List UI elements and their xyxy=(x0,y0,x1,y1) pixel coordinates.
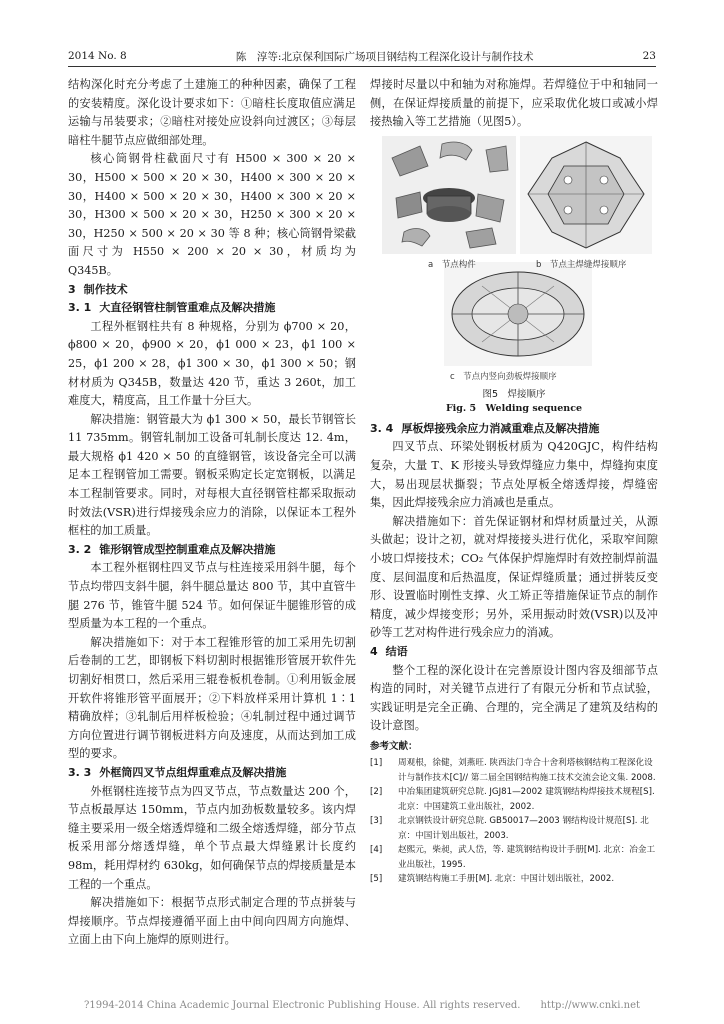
page-number: 23 xyxy=(642,50,656,62)
header-rule xyxy=(68,66,656,67)
right-column xyxy=(370,76,658,887)
reference-number: [2] xyxy=(370,787,383,798)
stiffener-weld-sequence-diagram xyxy=(444,262,592,366)
paragraph: 结构深化时充分考虑了土建施工的种种因素，确保了工程的安装精度。深化设计要求如下：①暗柱长度取值应满足运输与吊装要求；②暗柱对接处应设斜向过渡区；③每层暗柱牛腿节点应做细部处理。 xyxy=(68,78,356,147)
section-number: 4 xyxy=(370,644,378,658)
reference-number: [5] xyxy=(370,874,383,885)
running-title: 陈 淳等:北京保利国际广场项目钢结构工程深化设计与制作技术 xyxy=(235,50,534,63)
subfigure-caption-a: a 节点构件 xyxy=(428,259,476,270)
reference-number: [4] xyxy=(370,845,383,856)
section-number: 3. 1 xyxy=(68,301,92,315)
paragraph: 解决措施：钢管最大为 ϕ1 300 × 50，最长节钢管长 11 735mm。钢管轧制加工设备可轧制长度达 12. 4m，最大规格 ϕ1 420 × 50 的直缝钢管，该设备完全可以满足本工程钢管加工需要。钢板采购定长定宽钢板，以满足本工程制管要求。同时，对每根大直径钢管柱都采取振动时效法(VSR)进行焊接残余应力的消除，以保证本工程外框柱的加工质量。 xyxy=(68,412,356,538)
left-column xyxy=(68,76,356,950)
journal-issue: 2014 No. 8 xyxy=(68,50,127,62)
section-heading xyxy=(68,281,356,300)
paragraph: 解决措施如下：首先保证钢材和焊材质量过关，从源头做起；设计之初，就对焊接接头进行优化，采取窄间隙小坡口焊接技术；CO₂ 气体保护焊施焊时有效控制焊前温度、层间温度和后热温度，保证焊缝质量；通过拼装反变形、设置临时刚性支撑、火工矫正等措施保证节点的制作精度，减少焊接变形；另外，采用振动时效(VSR)以及冲砂等工艺对构件进行残余应力的消减。 xyxy=(370,514,658,640)
subsection-heading xyxy=(68,541,356,560)
reference-item xyxy=(370,872,658,887)
subsection-heading xyxy=(370,420,658,439)
reference-text: 中冶集团建筑研究总院. JGJ81—2002 建筑钢结构焊接技术规程[S]. 北京：中国建筑工业出版社，2002. xyxy=(398,787,655,812)
reference-number: [1] xyxy=(370,758,383,769)
reference-item xyxy=(370,785,658,814)
paragraph: 本工程外框钢柱四叉节点与柱连接采用斜牛腿，每个节点均带四支斜牛腿，斜牛腿总量达 800 节，其中直管牛腿 276 节，锥管牛腿 524 节。如何保证牛腿锥形管的成型质量为本工程的一个重点。 xyxy=(68,561,356,631)
copyright-footer: ?1994-2014 China Academic Journal Electronic Publishing House. All rights reserved. http://www.cnki.net xyxy=(83,1000,640,1011)
section-title: 制作技术 xyxy=(83,282,128,296)
page-header xyxy=(68,48,656,64)
subfigure-caption-c: c 节点内竖向劲板焊接顺序 xyxy=(450,371,557,382)
reference-text: 周观根，徐健，刘燕旺. 陕西法门寺合十舍利塔核钢结构工程深化设计与制作技术[C]// 第二届全国钢结构施工技术交流会论文集. 2008. xyxy=(398,758,656,783)
section-number: 3. 3 xyxy=(68,765,92,779)
paragraph: 工程外框钢柱共有 8 种规格，分别为 ϕ700 × 20，ϕ800 × 20，ϕ900 × 20，ϕ1 000 × 23，ϕ1 100 × 25，ϕ1 200 × 28，ϕ1 300 × 30，ϕ1 300 × 50；钢材材质为 Q345B，数量达 420 节，重达 3 260t，加工难度大，精度高，且工作量十分巨大。 xyxy=(68,319,356,408)
paragraph: 四叉节点、环梁处钢板材质为 Q420GJC，构件结构复杂，大量 T、K 形接头导致焊缝应力集中，焊缝拘束度大，易出现层状撕裂；节点处厚板全熔透焊接，焊缝密集，因此焊接残余应力消减也是重点。 xyxy=(370,440,658,510)
references-title: 参考文献： xyxy=(370,740,418,752)
reference-item xyxy=(370,814,658,843)
node-component-illustration xyxy=(382,136,516,254)
main-weld-sequence-diagram xyxy=(520,136,652,254)
node-component-photo xyxy=(382,136,516,254)
reference-text: 北京钢铁设计研究总院. GB50017—2003 钢结构设计规范[S]. 北京：中国计划出版社，2003. xyxy=(398,816,649,841)
reference-number: [3] xyxy=(370,816,383,827)
section-title: 锥形钢管成型控制重难点及解决措施 xyxy=(99,542,276,556)
figure-5 xyxy=(370,136,658,416)
paragraph: 外框钢柱连接节点为四叉节点，节点数量达 200 个，节点板最厚达 150mm，节点内加劲板数量较多。该内焊缝主要采用一级全熔透焊缝和二级全熔透焊缝，部分节点板采用部分熔透焊缝，单个节点最大焊缝累计长度约 98m，耗用焊材约 630kg，如何确保节点的焊接质量是本工程的一个重点。 xyxy=(68,784,356,891)
figure-caption-en: Fig. 5 Welding sequence xyxy=(445,402,583,414)
paragraph: 核心筒钢骨柱截面尺寸有 H500 × 300 × 20 × 30，H500 × 500 × 20 × 30，H400 × 300 × 20 × 30，H400 × 500 × 20 × 30，H400 × 300 × 20 × 30，H300 × 500 × 20 × 30，H250 × 300 × 20 × 30，H250 × 500 × 20 × 30 等 8 种；核心筒钢骨梁截面尺寸为 H550 × 200 × 20 × 30，材质均为 Q345B。 xyxy=(68,152,356,277)
paragraph: 解决措施如下：对于本工程锥形管的加工采用先切割后卷制的工艺，即钢板下料切割时根据锥形管展开软件先切割好相贯口，然后采用三辊卷板机卷制。①利用钣金展开软件将锥形管平面展开；②下料放样采用计算机 1∶1 精确放样；③轧制后用样板检验；④轧制过程中通过调节方向位置进行调节钢板进料方向及速度，从而达到加工成型的要求。 xyxy=(68,635,356,761)
paragraph: 解决措施如下：根据节点形式制定合理的节点拼装与焊接顺序。节点焊接遵循平面上由中间向四周方向施焊、立面上由下向上施焊的原则进行。 xyxy=(68,896,356,947)
paragraph: 整个工程的深化设计在完善原设计图内容及细部节点构造的同时，对关键节点进行了有限元分析和节点试验，实践证明是完全正确、合理的，完全满足了建筑及结构的设计意图。 xyxy=(370,663,658,733)
section-title: 厚板焊接残余应力消减重难点及解决措施 xyxy=(401,421,600,435)
subsection-heading xyxy=(68,764,356,783)
main-weld-sequence-illustration xyxy=(520,136,652,254)
section-heading xyxy=(370,643,658,662)
section-title: 外框筒四叉节点组焊重难点及解决措施 xyxy=(99,765,287,779)
reference-text: 赵熙元，柴昶，武人岱，等. 建筑钢结构设计手册[M]. 北京：冶金工业出版社，1995. xyxy=(398,845,656,870)
section-title: 结语 xyxy=(385,644,408,658)
section-number: 3. 2 xyxy=(68,542,92,556)
section-number: 3. 4 xyxy=(370,421,394,435)
section-number: 3 xyxy=(68,282,76,296)
stiffener-weld-sequence-illustration xyxy=(444,262,592,366)
section-title: 大直径钢管柱制管重难点及解决措施 xyxy=(99,301,276,315)
paragraph: 焊接时尽量以中和轴为对称施焊。若焊缝位于中和轴同一侧，在保证焊接质量的前提下，应采取优化坡口或减小焊接热输入等工艺措施（见图5）。 xyxy=(370,78,658,129)
reference-item xyxy=(370,843,658,872)
subfigure-caption-b: b 节点主焊缝焊接顺序 xyxy=(536,259,627,270)
reference-item xyxy=(370,756,658,785)
reference-text: 建筑钢结构施工手册[M]. 北京：中国计划出版社，2002. xyxy=(398,874,615,885)
subsection-heading xyxy=(68,299,356,318)
figure-caption-cn: 图5 焊接顺序 xyxy=(482,388,546,400)
